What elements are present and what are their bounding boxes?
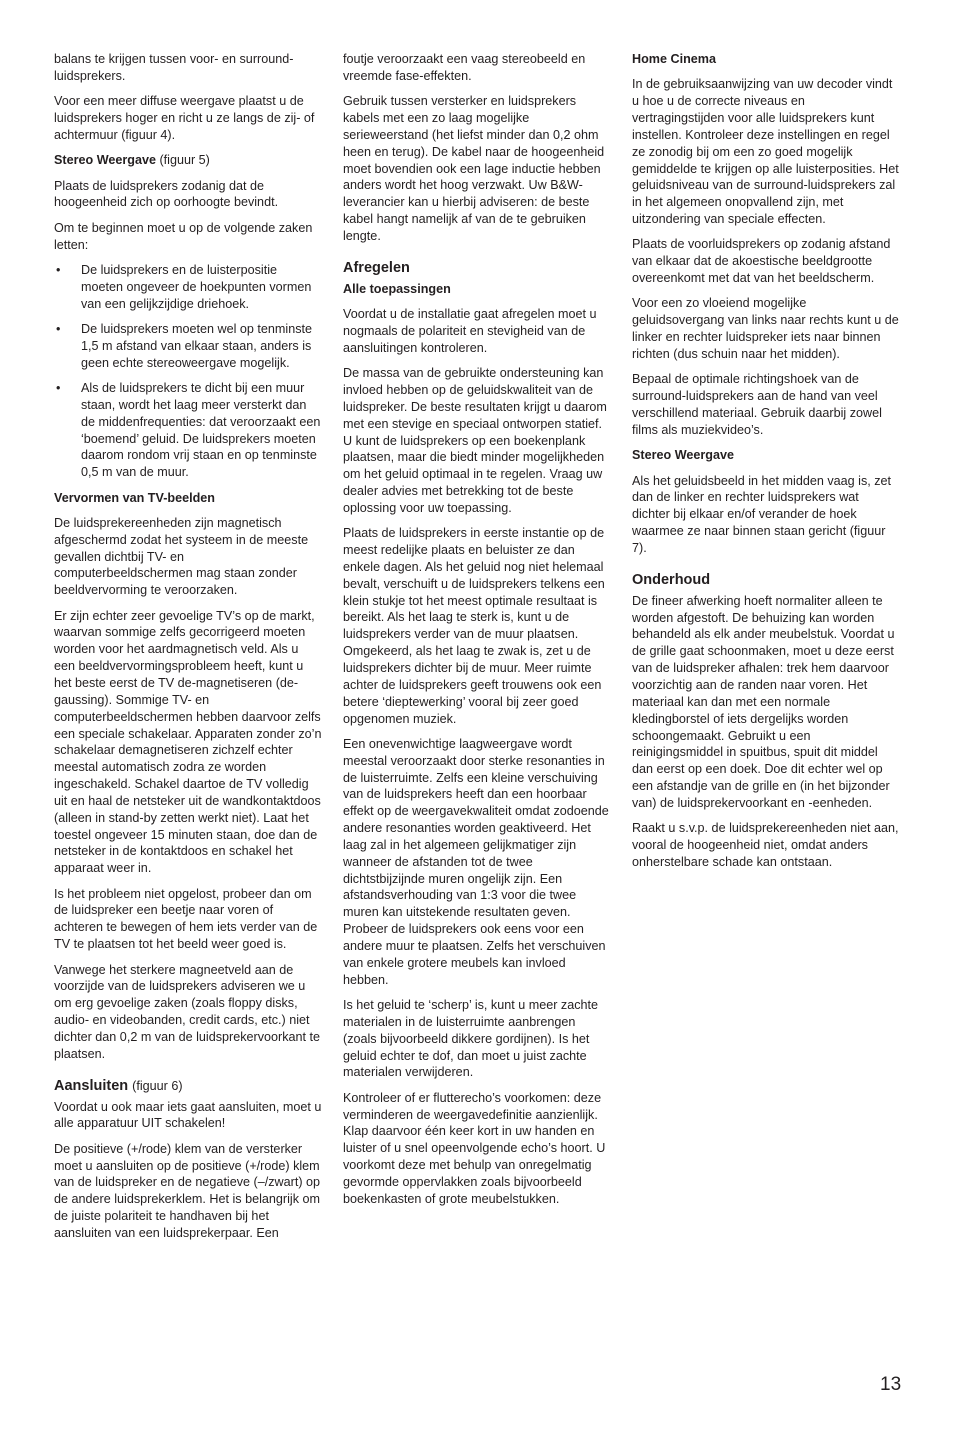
bullet-list [54, 262, 322, 481]
paragraph: Voordat u ook maar iets gaat aansluiten, moet u alle apparatuur UIT schakelen! [54, 1099, 322, 1131]
paragraph: Voor een zo vloeiend mogelijke geluidsovergang van links naar rechts kunt u de linker en rechter luidspreker iets naar binnen richten (dus schuin naar het midden). [632, 296, 899, 361]
paragraph: De massa van de gebruikte ondersteuning kan invloed hebben op de geluidskwaliteit van de luidspreker. De beste resultaten krijgt u daarom met een stevige en speciaal ontworpen statief. U kunt de luidsprekers op een boekenplank plaatsen, maar die biedt minder mogelijkheden om het geluid optimaal in te regelen. Vraag uw dealer advies met betrekking tot de beste oplossing voor uw toepassing. [343, 366, 607, 515]
paragraph: Bepaal de optimale richtingshoek van de surround-luidsprekers aan de hand van veel verschillend materiaal. Gebruik daarbij zowel films als muziekvideo’s. [632, 372, 882, 437]
paragraph: De fineer afwerking hoeft normaliter alleen te worden afgestoft. De behuizing kan worden behandeld als elk ander meubelstuk. Voordat u de grille gaat schoonmaken, moet u deze eerst van de luidspreker afhalen: trek hem daarvoor voorzichtig aan de randen naar voren. Het materiaal kan dan met een normale kledingborstel of iets dergelijks worden schoongemaakt. Gebruikt u een reinigingsmiddel in spuitbus, spuit dit middel dan eerst op een doek. Doe dit echter wel op een afstandje van de grille en (in het bijzonder van) de luidsprekervoorkant en -eenheden. [632, 593, 895, 810]
paragraph: Een onevenwichtige laagweergave wordt meestal veroorzaakt door sterke resonanties in de luisterruimte. Zelfs een kleine verschuiving van de luidsprekers heeft dan een hoorbaar effekt op de weergavekwaliteit omdat zodoende andere resonanties worden geaktiveerd. Het laag zal in het algemeen gelijkmatiger zijn wanneer de afstanden tot de twee dichtstbijzijnde muren ongelijk zijn. Een afstandsverhouding van 1:3 voor die twee muren kan uitstekende resultaten geven. Probeer de luidsprekers ook eens voor een andere muur te plaatsen. Zelfs het verschuiven van enkele grotere meubels kan invloed hebben. [343, 736, 609, 987]
bullet-item: • De luidsprekers moeten wel op tenminste 1,5 m afstand van elkaar staan, anders is geen echte stereoweergave mogelijk. [54, 321, 322, 372]
paragraph: Voor een meer diffuse weergave plaatst u de luidsprekers hoger en richt u ze langs de zij- of achtermuur (figuur 4). [54, 94, 315, 142]
subheading-text: Stereo Weergave [54, 153, 156, 168]
paragraph: Voordat u de installatie gaat afregelen moet u nogmaals de polariteit en stevigheid van de aansluitingen kontroleren. [343, 307, 597, 355]
page-number: 13 [880, 1374, 902, 1395]
paragraph: Gebruik tussen versterker en luidsprekers kabels met een zo laag mogelijke serieweerstand (het liefst minder dan 0,2 ohm heen en terug). De kabel naar de hoogeenheid moet bovendien ook een lage inductie hebben anders wordt het hoog verzwakt. Uw B&W-leverancier kan u hierbij adviseren: de beste kabel hangt namelijk af van de te gebruiken lengte. [343, 94, 605, 243]
subheading-stereo-weergave: Stereo Weergave [632, 448, 734, 463]
paragraph: balans te krijgen tussen voor- en surround-luidsprekers. [54, 52, 294, 83]
subheading-tv-beelden: Vervormen van TV-beelden [54, 490, 215, 505]
subheading-alle-toepassingen: Alle toepassingen [343, 281, 451, 296]
paragraph: In de gebruiksaanwijzing van uw decoder vindt u hoe u de correcte niveaus en vertragingstijden voor alle luidsprekers kunt instellen. Kontroleer deze instellingen en regel ze zonodig bij om een zo goed mogelijk gemiddelde te krijgen op alle luisterposities. Het geluidsniveau van de surround-luidsprekers zal in het algemeen onopvallend zijn, met uitzondering van speciale effecten. [632, 77, 899, 227]
paragraph: Plaats de luidsprekers in eerste instantie op de meest redelijke plaats en beluister ze dan enkele dagen. Als het geluid nog niet helemaal bevalt, verschuift u de luidsprekers telkens een klein stukje tot het meest optimale resultaat is bereikt. Als het laag te sterk is, kunt u de luidsprekers verder van de muur plaatsen. Omgekeerd, als het laag te zwak is, zet u de luidsprekers dichter bij de muur. Meer ruimte achter de luidsprekers geeft trouwens ook een betere ‘dieptewerking’ vooral bij zeer goed opgenomen muziek. [343, 526, 605, 726]
section-heading-onderhoud: Onderhoud [632, 571, 711, 588]
figure-reference: (figuur 5) [159, 153, 210, 168]
paragraph: Plaats de voorluidsprekers op zodanig afstand van elkaar dat de akoestische beeldgrootte overeenkomt met dat van het beeldscherm. [632, 237, 891, 286]
bullet-item: • De luidsprekers en de luisterpositie moeten ongeveer de hoekpunten vormen van een gelijkzijdige driehoek. [54, 262, 322, 313]
subheading-home-cinema: Home Cinema [632, 52, 716, 66]
paragraph: Om te beginnen moet u op de volgende zaken letten: [54, 220, 313, 252]
section-heading-aansluiten [54, 1077, 322, 1095]
paragraph: De positieve (+/rode) klem van de versterker moet u aansluiten op de positieve (+/rode) klem van de luidspreker en de negatieve (–/zwart) op de andere luidsprekerklem. Het is belangrijk om de juiste polariteit te handhaven bij het aansluiten van een luidsprekerpaar. Een [54, 1141, 321, 1240]
figure-reference: (figuur 6) [132, 1078, 183, 1093]
paragraph: Vanwege het sterkere magneetveld aan de voorzijde van de luidsprekers adviseren we u om erg gevoelige zaken (zoals floppy disks, audio- en videobanden, credit cards, etc.) niet dichter dan 0,2 m van de luidsprekervoorkant te plaatsen. [54, 962, 321, 1061]
paragraph: Is het geluid te ‘scherp’ is, kunt u meer zachte materialen in de luisterruimte aanbrengen (zoals bijvoorbeeld dikkere gordijnen). Is het geluid echter te dof, dan moet u juist zachte materialen verwijderen. [343, 998, 599, 1080]
paragraph: Plaats de luidsprekers zodanig dat de hoogeenheid zich op oorhoogte bevindt. [54, 178, 279, 210]
paragraph: Er zijn echter zeer gevoelige TV’s op de markt, waarvan sommige zelfs gecorrigeerd moeten worden voor het aardmagnetisch veld. Als u een beeldvervormingsprobleem heeft, kunt u het beste eerst de TV de-magnetiseren (de-gaussing). Sommige TV- en computerbeeldschermen hebben daarvoor zelfs een speciale schakelaar. Apparaten zonder zo’n schakelaar demagnetiseren zichzelf echter meestal automatisch zodra ze worden ingeschakeld. Schakel daartoe de TV volledig uit en haal de netsteker uit de wandkontaktdoos (alleen in stand-by zetten werkt niet). Laat het toestel ongeveer 15 minuten staan, doe dan de netsteker in de kontaktdoos en schakel het apparaat weer in. [54, 608, 322, 876]
subheading-stereo-weergave [54, 152, 322, 169]
paragraph: Als het geluidsbeeld in het midden vaag is, zet dan de linker en rechter luidsprekers wat dichter bij elkaar en/of verander de hoek waarmee ze naar binnen staan gericht (figuur 7). [632, 473, 892, 555]
bullet-item: • Als de luidsprekers te dicht bij een muur staan, wordt het laag meer versterkt dan de middenfrequenties: dat veroorzaakt een ‘boemend’ geluid. De luidsprekers moeten daarom rondom vrij staan en op tenminste 0,5 m van de muur. [54, 380, 322, 481]
column-middle [343, 51, 611, 1216]
paragraph: foutje veroorzaakt een vaag stereobeeld en vreemde fase-effekten. [343, 52, 586, 83]
column-left [54, 51, 322, 1250]
paragraph: Is het probleem niet opgelost, probeer dan om de luidspreker een beetje naar voren of achteren te bewegen of hem iets verder van de TV te plaatsen tot het beeld weer goed is. [54, 886, 318, 952]
paragraph: Raakt u s.v.p. de luidsprekereenheden niet aan, vooral de hoogeenheid niet, omdat anders onherstelbare schade kan ontstaan. [632, 821, 899, 869]
heading-text: Aansluiten [54, 1077, 129, 1094]
paragraph: Kontroleer of er flutterecho’s voorkomen: deze verminderen de weergavedefinitie aanzienlijk. Klap daarvoor één keer kort in uw handen en luister of u snel opeenvolgende echo’s hoort. U voorkomt deze met behulp van onregelmatig gevormde oppervlakken zoals bijvoorbeeld boekenkasten of grote meubelstukken. [343, 1090, 606, 1206]
paragraph: De luidsprekereenheden zijn magnetisch afgeschermd zodat het systeem in de meeste gevallen dichtbij TV- en computerbeeldschermen mag staan zonder beeldvervorming te veroorzaken. [54, 515, 309, 598]
column-right [632, 51, 900, 879]
section-heading-afregelen: Afregelen [343, 259, 410, 276]
